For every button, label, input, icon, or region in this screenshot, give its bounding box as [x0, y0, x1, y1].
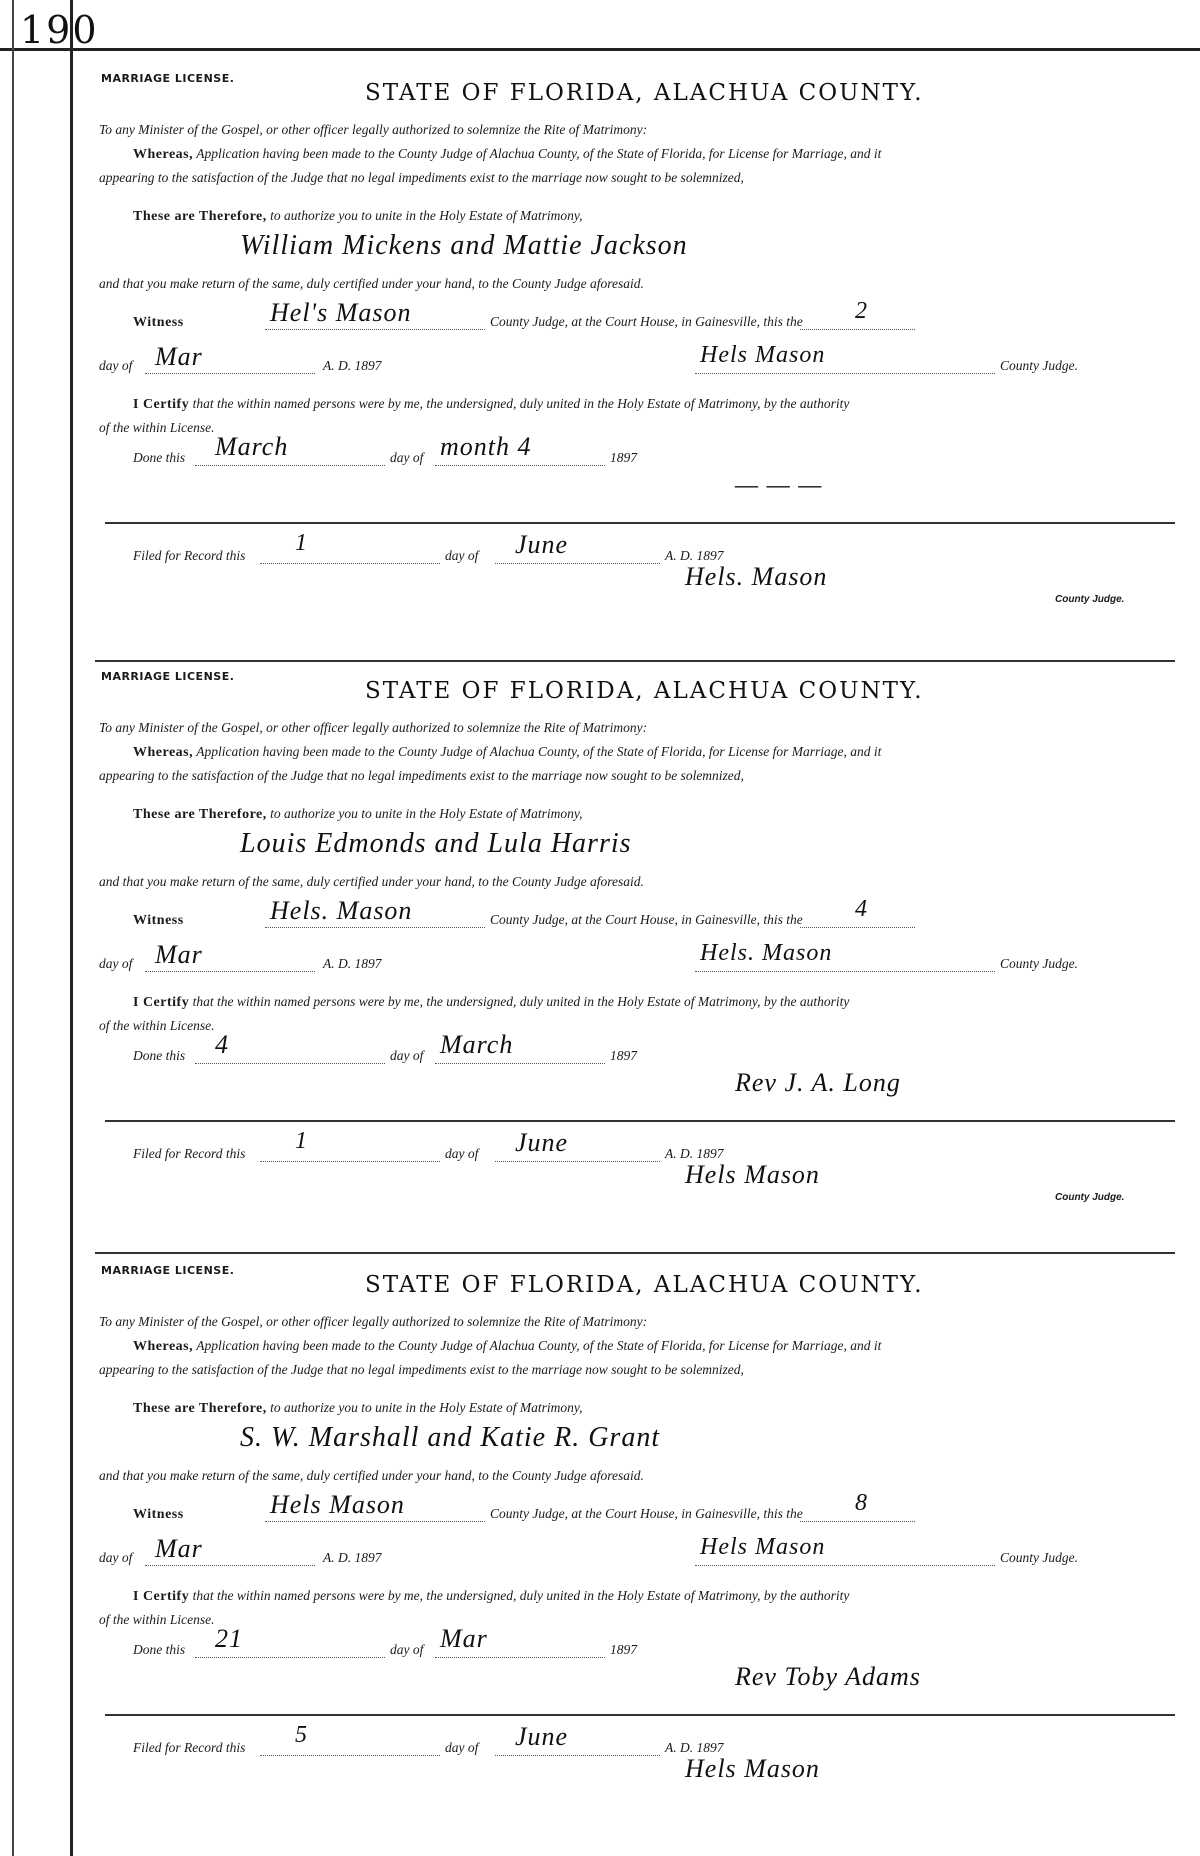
whereas-line — [133, 146, 881, 163]
certify-word: I Certify — [133, 995, 190, 1010]
outer-margin-rule — [12, 0, 14, 1856]
done-year: 1897 — [610, 1642, 637, 1657]
whereas-text: Application having been made to the County Judge of Alachua County, of the State of Florida, for License for Marriage, and it — [196, 146, 882, 161]
done-day: 21 — [215, 1624, 243, 1653]
done-day: March — [215, 432, 289, 461]
witness-label — [133, 1506, 184, 1523]
therefore-text: to authorize you to unite in the Holy Estate of Matrimony, — [270, 806, 583, 821]
therefore-text: to authorize you to unite in the Holy Estate of Matrimony, — [270, 208, 583, 223]
whereas-line — [133, 744, 881, 761]
done-day-of-label: day of — [390, 1048, 424, 1063]
witness-rest: County Judge, at the Court House, in Gainesville, this the — [490, 314, 803, 329]
officiant-signature: Rev J. A. Long — [735, 1068, 901, 1097]
couple-names: Louis Edmonds and Lula Harris — [240, 828, 632, 859]
done-day-of-label: day of — [390, 1642, 424, 1657]
filed-year: A. D. 1897 — [665, 1146, 724, 1161]
therefore-word: These are Therefore, — [133, 807, 267, 822]
certify-line — [133, 994, 849, 1011]
day-of-label: day of — [99, 358, 133, 373]
certify-word: I Certify — [133, 1589, 190, 1604]
county-judge-label: County Judge. — [1000, 956, 1078, 971]
dotted-line — [695, 970, 995, 972]
dotted-line — [495, 1160, 660, 1162]
dotted-line — [145, 1564, 315, 1566]
day-of-label: day of — [99, 1550, 133, 1565]
dotted-line — [800, 1520, 915, 1522]
dotted-line — [695, 372, 995, 374]
dotted-line — [495, 1754, 660, 1756]
couple-names: S. W. Marshall and Katie R. Grant — [240, 1422, 661, 1453]
dotted-line — [260, 562, 440, 564]
done-this-label: Done this — [133, 1048, 186, 1063]
witness-signature: Hel's Mason — [270, 298, 412, 327]
dotted-line — [435, 1062, 605, 1064]
done-day: 4 — [215, 1030, 229, 1059]
filed-day-of-label: day of — [445, 548, 479, 563]
filed-day-of-label: day of — [445, 1740, 479, 1755]
filed-separator — [105, 1120, 1175, 1122]
filed-day: 1 — [295, 1128, 308, 1154]
witness-day: 4 — [855, 896, 868, 922]
filed-label: Filed for Record this — [133, 1146, 246, 1161]
margin-rule — [70, 0, 73, 1856]
done-this-label: Done this — [133, 450, 186, 465]
certify-text: that the within named persons were by me, the undersigned, duly united in the Holy Estate of Matrimony, by the authority — [192, 1588, 850, 1603]
dotted-line — [495, 562, 660, 564]
license-year: A. D. 1897 — [323, 956, 382, 971]
filed-separator — [105, 1714, 1175, 1716]
dotted-line — [145, 970, 315, 972]
filed-month: June — [515, 530, 569, 559]
dotted-line — [435, 1656, 605, 1658]
return-line: and that you make return of the same, duly certified under your hand, to the County Judge aforesaid. — [99, 1468, 644, 1483]
license-header: MARRIAGE LICENSE. — [101, 670, 235, 683]
appearing-line: appearing to the satisfaction of the Judge that no legal impediments exist to the marriage now sought to be solemnized, — [99, 1362, 744, 1377]
witness-signature: Hels. Mason — [270, 896, 413, 925]
license-year: A. D. 1897 — [323, 358, 382, 373]
witness-word: Witness — [133, 913, 184, 928]
done-year: 1897 — [610, 450, 637, 465]
officiant-signature: — — — — [735, 470, 823, 499]
dotted-line — [260, 1160, 440, 1162]
done-month: March — [440, 1030, 514, 1059]
filed-county-judge-label: County Judge. — [1055, 594, 1125, 605]
whereas-word: Whereas, — [133, 1339, 194, 1354]
therefore-line — [133, 208, 583, 225]
witness-label — [133, 314, 184, 331]
witness-word: Witness — [133, 1507, 184, 1522]
license-header: MARRIAGE LICENSE. — [101, 72, 235, 85]
therefore-line — [133, 806, 583, 823]
appearing-line: appearing to the satisfaction of the Judge that no legal impediments exist to the marriage now sought to be solemnized, — [99, 768, 744, 783]
dotted-line — [145, 372, 315, 374]
judge-signature: Hels Mason — [700, 342, 826, 368]
day-of-label: day of — [99, 956, 133, 971]
dotted-line — [265, 926, 485, 928]
filed-year: A. D. 1897 — [665, 1740, 724, 1755]
done-month: Mar — [440, 1624, 488, 1653]
license-title: STATE OF FLORIDA, ALACHUA COUNTY. — [365, 678, 924, 704]
appearing-line: appearing to the satisfaction of the Judge that no legal impediments exist to the marriage now sought to be solemnized, — [99, 170, 744, 185]
license-month: Mar — [155, 1534, 203, 1563]
filed-county-judge-label: County Judge. — [1055, 1192, 1125, 1203]
license-month: Mar — [155, 940, 203, 969]
filed-judge-signature: Hels Mason — [685, 1160, 820, 1189]
certify-line — [133, 1588, 849, 1605]
license-month: Mar — [155, 342, 203, 371]
return-line: and that you make return of the same, duly certified under your hand, to the County Judge aforesaid. — [99, 874, 644, 889]
dotted-line — [695, 1564, 995, 1566]
witness-signature: Hels Mason — [270, 1490, 405, 1519]
filed-label: Filed for Record this — [133, 548, 246, 563]
therefore-text: to authorize you to unite in the Holy Estate of Matrimony, — [270, 1400, 583, 1415]
filed-judge-signature: Hels Mason — [685, 1754, 820, 1783]
address-line: To any Minister of the Gospel, or other officer legally authorized to solemnize the Rite of Matrimony: — [99, 122, 648, 137]
top-rule — [0, 48, 1200, 51]
certify-line — [133, 396, 849, 413]
witness-rest: County Judge, at the Court House, in Gainesville, this the — [490, 912, 803, 927]
license-separator — [95, 660, 1175, 662]
filed-day: 1 — [295, 530, 308, 556]
therefore-word: These are Therefore, — [133, 1401, 267, 1416]
couple-names: William Mickens and Mattie Jackson — [240, 230, 688, 261]
county-judge-label: County Judge. — [1000, 358, 1078, 373]
filed-day: 5 — [295, 1722, 308, 1748]
dotted-line — [195, 1062, 385, 1064]
filed-separator — [105, 522, 1175, 524]
filed-day-of-label: day of — [445, 1146, 479, 1161]
county-judge-label: County Judge. — [1000, 1550, 1078, 1565]
dotted-line — [195, 464, 385, 466]
license-title: STATE OF FLORIDA, ALACHUA COUNTY. — [365, 80, 924, 106]
witness-label — [133, 912, 184, 929]
filed-judge-signature: Hels. Mason — [685, 562, 828, 591]
filed-month: June — [515, 1128, 569, 1157]
license-header: MARRIAGE LICENSE. — [101, 1264, 235, 1277]
therefore-line — [133, 1400, 583, 1417]
done-this-label: Done this — [133, 1642, 186, 1657]
witness-word: Witness — [133, 315, 184, 330]
whereas-word: Whereas, — [133, 147, 194, 162]
within-license-line: of the within License. — [99, 420, 215, 435]
address-line: To any Minister of the Gospel, or other officer legally authorized to solemnize the Rite of Matrimony: — [99, 720, 648, 735]
witness-day: 2 — [855, 298, 868, 324]
whereas-line — [133, 1338, 881, 1355]
done-year: 1897 — [610, 1048, 637, 1063]
whereas-word: Whereas, — [133, 745, 194, 760]
dotted-line — [195, 1656, 385, 1658]
judge-signature: Hels. Mason — [700, 940, 833, 966]
filed-label: Filed for Record this — [133, 1740, 246, 1755]
judge-signature: Hels Mason — [700, 1534, 826, 1560]
dotted-line — [265, 328, 485, 330]
page-number: 190 — [20, 8, 99, 52]
dotted-line — [800, 926, 915, 928]
license-separator — [95, 1252, 1175, 1254]
license-title: STATE OF FLORIDA, ALACHUA COUNTY. — [365, 1272, 924, 1298]
filed-year: A. D. 1897 — [665, 548, 724, 563]
dotted-line — [800, 328, 915, 330]
license-year: A. D. 1897 — [323, 1550, 382, 1565]
return-line: and that you make return of the same, duly certified under your hand, to the County Judge aforesaid. — [99, 276, 644, 291]
done-day-of-label: day of — [390, 450, 424, 465]
whereas-text: Application having been made to the County Judge of Alachua County, of the State of Florida, for License for Marriage, and it — [196, 1338, 882, 1353]
done-month: month 4 — [440, 432, 532, 461]
certify-text: that the within named persons were by me, the undersigned, duly united in the Holy Estate of Matrimony, by the authority — [192, 994, 850, 1009]
filed-month: June — [515, 1722, 569, 1751]
whereas-text: Application having been made to the County Judge of Alachua County, of the State of Florida, for License for Marriage, and it — [196, 744, 882, 759]
certify-text: that the within named persons were by me, the undersigned, duly united in the Holy Estate of Matrimony, by the authority — [192, 396, 850, 411]
witness-rest: County Judge, at the Court House, in Gainesville, this the — [490, 1506, 803, 1521]
officiant-signature: Rev Toby Adams — [735, 1662, 921, 1691]
certify-word: I Certify — [133, 397, 190, 412]
dotted-line — [435, 464, 605, 466]
dotted-line — [265, 1520, 485, 1522]
within-license-line: of the within License. — [99, 1018, 215, 1033]
dotted-line — [260, 1754, 440, 1756]
within-license-line: of the within License. — [99, 1612, 215, 1627]
witness-day: 8 — [855, 1490, 868, 1516]
therefore-word: These are Therefore, — [133, 209, 267, 224]
address-line: To any Minister of the Gospel, or other officer legally authorized to solemnize the Rite of Matrimony: — [99, 1314, 648, 1329]
